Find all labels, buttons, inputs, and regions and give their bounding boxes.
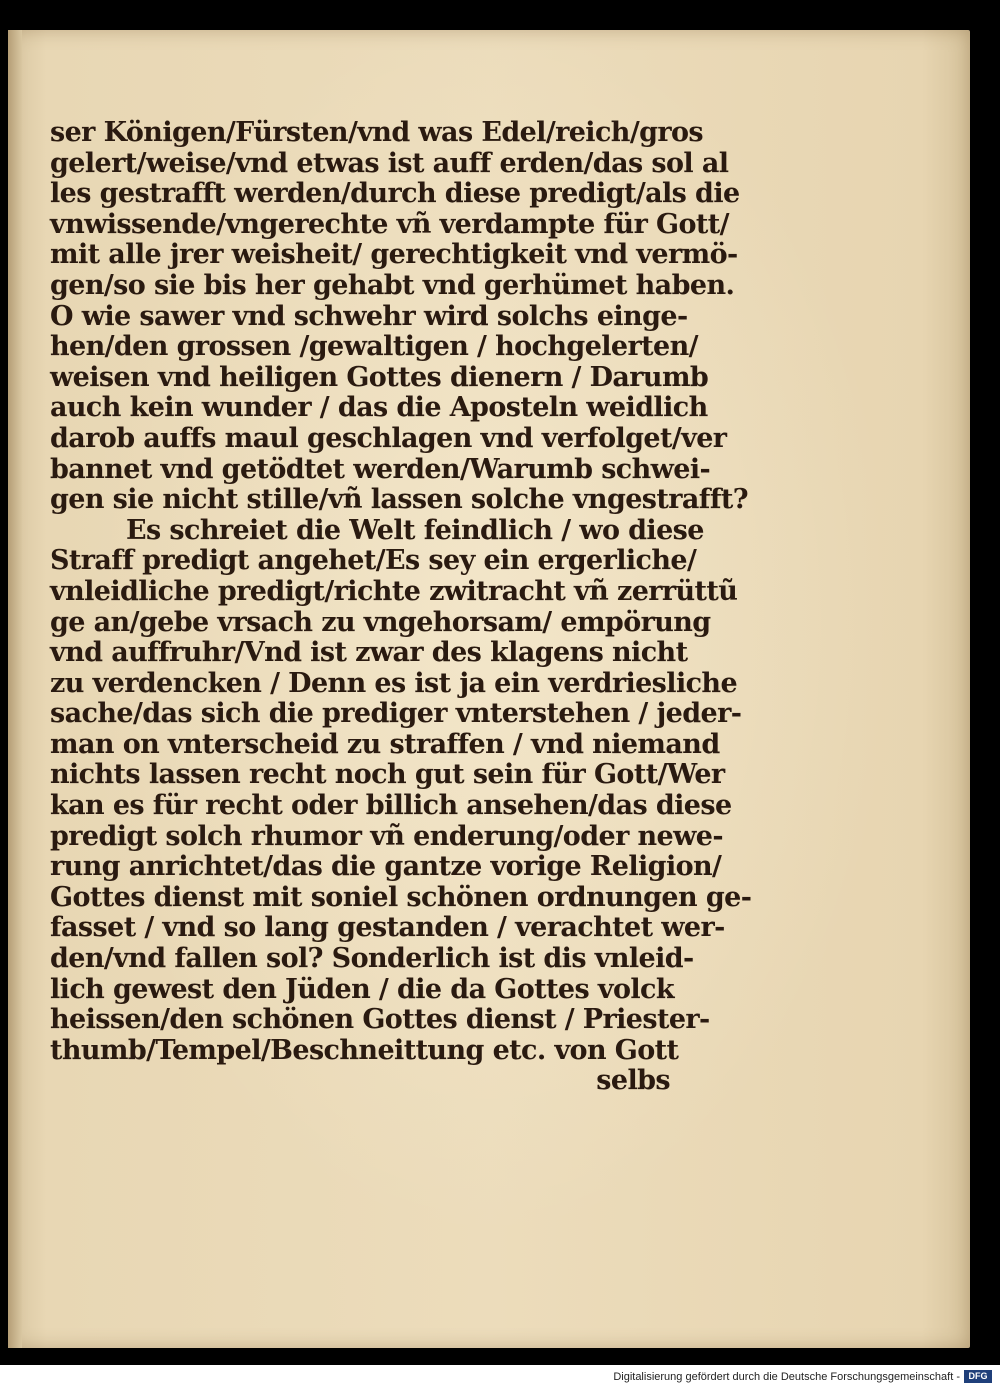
text-line-18: vnd auffruhr/Vnd ist zwar des klagens nicht (50, 637, 688, 669)
text-line-31: thumb/Tempel/Beschneittung etc. von Gott (50, 1034, 679, 1066)
text-line-8: hen/den grossen /gewaltigen / hochgelerten/ (50, 331, 698, 363)
funding-credit: Digitalisierung gefördert durch die Deutsche Forschungsgemeinschaft - (613, 1371, 960, 1383)
text-line-1: ser Königen/Fürsten/vnd was Edel/reich/gros (50, 117, 704, 148)
text-line-14: Es schreiet die Welt feindlich / wo diese (126, 514, 704, 546)
text-line-12: bannet vnd getödtet werden/Warumb schwei- (50, 453, 711, 485)
footer-bar (0, 1365, 1000, 1389)
text-line-9: weisen vnd heiligen Gottes dienern / Darumb (50, 361, 709, 393)
text-line-24: predigt solch rhumor vñ enderung/oder newe- (50, 820, 723, 852)
text-line-20: sache/das sich die prediger vnterstehen / jeder- (50, 698, 742, 730)
text-line-30: heissen/den schönen Gottes dienst / Priester- (50, 1004, 710, 1036)
text-line-11: darob auffs maul geschlagen vnd verfolget/ver (50, 422, 727, 454)
body-text (50, 117, 752, 1097)
text-line-7: O wie sawer vnd schwehr wird solchs einge- (50, 300, 688, 332)
text-line-5: mit alle jrer weisheit/ gerechtigkeit vnd vermö- (50, 239, 738, 271)
text-line-23: kan es für recht oder billich ansehen/das diese (50, 790, 732, 822)
text-line-10: auch kein wunder / das die Aposteln weidlich (50, 392, 708, 424)
text-line-29: lich gewest den Jüden / die da Gottes volck (50, 973, 674, 1005)
catchword: selbs (596, 1065, 670, 1097)
text-line-3: les gestrafft werden/durch diese predigt/als die (50, 178, 740, 210)
text-line-2: gelert/weise/vnd etwas ist auff erden/das sol al (50, 147, 729, 179)
text-line-27: fasset / vnd so lang gestanden / verachtet wer- (50, 912, 725, 944)
book-page (8, 30, 970, 1348)
text-line-26: Gottes dienst mit soniel schönen ordnungen ge- (50, 881, 752, 913)
text-line-28: den/vnd fallen sol? Sonderlich ist dis vnleid- (50, 943, 694, 975)
text-line-15: Straff predigt angehet/Es sey ein ergerliche/ (50, 545, 697, 577)
text-line-22: nichts lassen recht noch gut sein für Gott/Wer (50, 759, 725, 791)
text-line-13: gen sie nicht stille/vñ lassen solche vngestrafft? (50, 484, 748, 516)
text-line-17: ge an/gebe vrsach zu vngehorsam/ empörung (50, 606, 711, 638)
text-line-21: man on vnterscheid zu straffen / vnd niemand (50, 728, 720, 760)
text-line-16: vnleidliche predigt/richte zwitracht vñ zerrüttũ (50, 575, 738, 607)
page-gutter (8, 30, 22, 1348)
text-line-4: vnwissende/vngerechte vñ verdampte für Gott/ (50, 208, 729, 240)
text-line-19: zu verdencken / Denn es ist ja ein verdriesliche (50, 667, 738, 699)
dfg-logo-icon: DFG (964, 1370, 992, 1383)
text-line-6: gen/so sie bis her gehabt vnd gerhümet haben. (50, 269, 735, 301)
text-line-25: rung anrichtet/das die gantze vorige Religion/ (50, 851, 722, 883)
